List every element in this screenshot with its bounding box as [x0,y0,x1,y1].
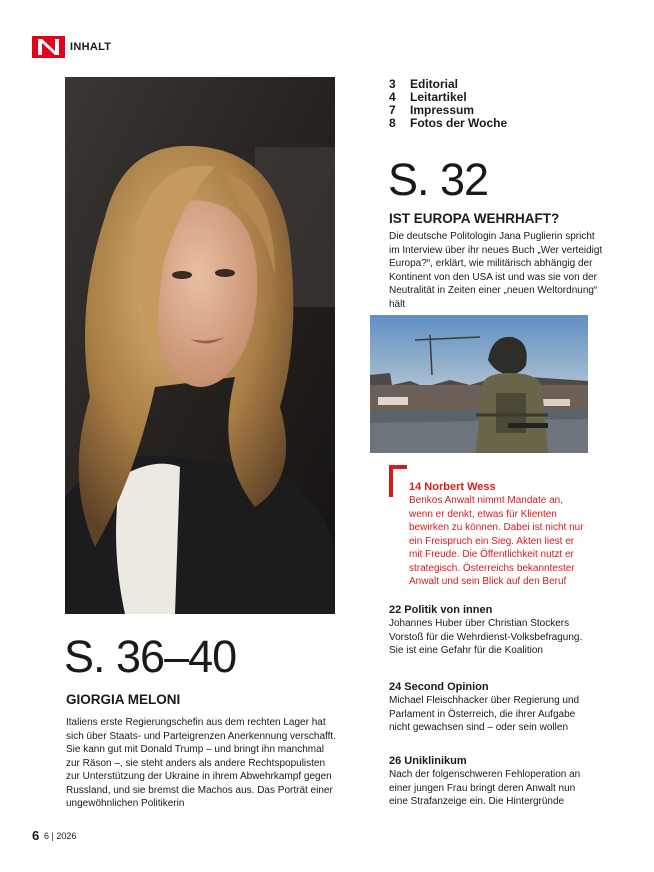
feature-europa-title[interactable]: IST EUROPA WEHRHAFT? [389,211,560,226]
magazine-logo [32,36,65,58]
item-teaser: Nach der folgenschweren Fehloperation an einer jungen Frau bringt deren Anwalt nun eine Strafanzeige ein. Die Hintergründe [389,769,581,807]
highlight-bracket-icon [389,465,409,499]
toc-item[interactable] [389,117,629,130]
meloni-portrait-photo[interactable] [65,77,335,614]
toc-title: Editorial [410,77,459,91]
toc-title: Fotos der Woche [410,116,508,130]
feature-europa-page-number: S. 32 [388,154,489,205]
item-teaser: Johannes Huber über Christian Stockers Vorstoß für die Wehrdienst-Volksbefragung. Sie ist eine Gefahr für die Koalition [389,618,583,656]
toc-title: Leitartikel [410,90,467,104]
feature-europa-teaser: Die deutsche Politologin Jana Puglierin spricht im Interview über ihr neues Buch „Wer verteidigt Europa?“, erklärt, wie militärisch abhängig der Kontinent von den USA ist und was sie von der Neutralität in Zeiten einer „neuen Weltordnung“ hält [389,231,603,310]
toc-number: 4 [389,90,396,104]
toc-title: Impressum [410,103,475,117]
highlight-title[interactable]: 14 Norbert Wess [409,481,496,493]
feature-meloni-title[interactable]: GIORGIA MELONI [66,692,181,707]
issue-info: 6 | 2026 [44,831,77,841]
soldier-harbor-photo[interactable] [370,315,588,453]
toc-number: 7 [389,103,396,117]
item-title-uniklinikum[interactable]: 26 Uniklinikum [389,755,467,767]
item-teaser: Michael Fleischhacker über Regierung und Parlament in Österreich, die ihrer Aufgabe nicht gewachsen sind – oder sein wollen [389,695,580,733]
toc-number: 3 [389,77,396,91]
toc-number: 8 [389,116,396,130]
toc-list [389,78,629,130]
item-title-politik-von-innen[interactable]: 22 Politik von innen [389,604,493,616]
item-title-second-opinion[interactable]: 24 Second Opinion [389,681,489,693]
feature-meloni-teaser: Italiens erste Regierungschefin aus dem rechten Lager hat sich über Staats- und Parteigrenzen Anerkennung verschafft. Sie kann gut mit Donald Trump – und bringt ihn manchmal zur Räson –, sie steht anders als andere Rechtspopulisten zur Unterstützung der Ukraine in ihrem Abwehrkampf gegen Russland, und sie bremst die Machos aus. Das Porträt einer ungewöhnlichen Politikerin [66,717,336,809]
section-label: INHALT [70,41,112,53]
page-number: 6 [32,828,40,843]
highlight-teaser: Benkos Anwalt nimmt Mandate an, wenn er denkt, etwas für Klienten bewirken zu können. Dabei ist nicht nur ein Freispruch ein Sieg. Akten liest er mit Freude. Die Öffentlichkeit nutzt er strategisch. Österreichs bekanntester Anwalt und sein Blick auf den Beruf [409,495,584,587]
feature-meloni-page-number: S. 36–40 [64,631,237,682]
